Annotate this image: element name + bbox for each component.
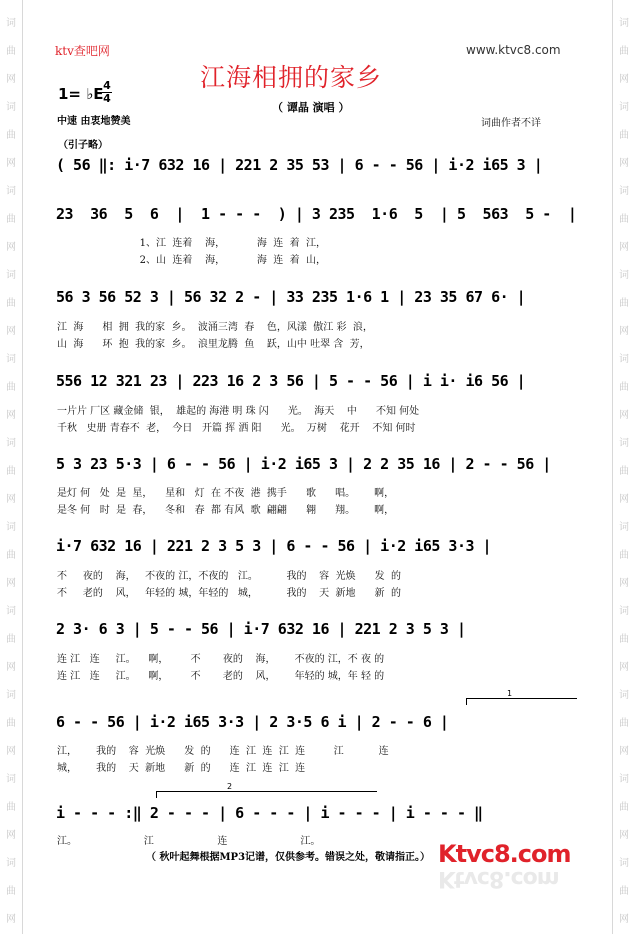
watermark-glyph: 网 bbox=[619, 662, 629, 673]
watermark-glyph: 词 bbox=[619, 186, 629, 197]
watermark-glyph: 网 bbox=[619, 242, 629, 253]
watermark-glyph: 网 bbox=[6, 578, 16, 589]
watermark-glyph: 词 bbox=[619, 102, 629, 113]
volta-label-1: 1 bbox=[507, 689, 513, 698]
transcriber-note: （ 秋叶起舞根据MP3记谱，仅供参考。错误之处，敬请指正。） bbox=[146, 852, 431, 863]
volta-label-2: 2 bbox=[227, 782, 233, 791]
watermark-glyph: 网 bbox=[6, 830, 16, 841]
watermark-glyph: 词 bbox=[6, 858, 16, 869]
watermark-glyph: 网 bbox=[6, 746, 16, 757]
watermark-glyph: 曲 bbox=[619, 886, 629, 897]
watermark-glyph: 网 bbox=[6, 158, 16, 169]
watermark-glyph: 曲 bbox=[619, 298, 629, 309]
watermark-glyph: 曲 bbox=[6, 382, 16, 393]
right-frame-line bbox=[612, 0, 613, 934]
score-line-2-lyric-1: 1、江 连着 海， 海 连 着 江， bbox=[57, 238, 326, 249]
site-name-left[interactable]: ktv查吧网 bbox=[55, 44, 110, 58]
watermark-glyph: 词 bbox=[619, 270, 629, 281]
watermark-glyph: 曲 bbox=[619, 130, 629, 141]
score-line-7-lyric-1: 连 江 连 江。 啊， 不 夜的 海， 不夜的 江，不 夜 的 bbox=[57, 654, 385, 665]
key-signature: 1= ♭E bbox=[58, 85, 104, 103]
watermark-glyph: 词 bbox=[619, 522, 629, 533]
watermark-glyph: 网 bbox=[619, 326, 629, 337]
watermark-glyph: 词 bbox=[619, 438, 629, 449]
score-line-4-lyric-2: 千秋 史册 青春不 老， 今日 开篇 挥 洒 阳 光。 万树 花开 不知 何时 bbox=[57, 423, 416, 434]
watermark-glyph: 曲 bbox=[6, 298, 16, 309]
time-signature bbox=[102, 80, 112, 105]
watermark-glyph: 曲 bbox=[619, 718, 629, 729]
singer-credit: （ 谭晶 演唱 ） bbox=[272, 101, 350, 114]
watermark-glyph: 网 bbox=[6, 494, 16, 505]
site-logo[interactable]: Ktvc8.com bbox=[438, 840, 571, 868]
watermark-glyph: 曲 bbox=[6, 214, 16, 225]
score-line-5-notes: 5 3 23 5·3 | 6 - - 56 | i·2 i65 3 | 2 2 35 16 | 2 - - 56 | bbox=[56, 455, 551, 473]
watermark-glyph: 词 bbox=[6, 690, 16, 701]
watermark-glyph: 网 bbox=[6, 914, 16, 925]
left-frame-line bbox=[22, 0, 23, 934]
watermark-glyph: 曲 bbox=[6, 130, 16, 141]
score-line-9-notes: i - - - :‖ 2 - - - | 6 - - - | i - - - | i - - - ‖ bbox=[56, 804, 483, 822]
score-line-7-lyric-2: 连 江 连 江。 啊， 不 老的 风， 年轻的 城，年 轻 的 bbox=[57, 671, 385, 682]
score-line-1-notes: ( 56 ‖: i·7 632 16 | 221 2 35 53 | 6 - - 56 | i·2 i65 3 | bbox=[56, 156, 543, 174]
watermark-glyph: 网 bbox=[6, 326, 16, 337]
score-line-3-lyric-1: 江 海 相 拥 我的家 乡。 波涌三湾 春 色，风漾 傲江 彩 浪， bbox=[57, 322, 373, 333]
intro-note: （引子略） bbox=[58, 140, 108, 151]
score-line-9-lyric-1: 江。 江 连 江。 bbox=[57, 836, 321, 847]
right-watermark-column bbox=[617, 10, 631, 934]
time-sig-bottom: 4 bbox=[103, 92, 111, 105]
time-sig-top: 4 bbox=[103, 79, 111, 92]
watermark-glyph: 网 bbox=[619, 494, 629, 505]
watermark-glyph: 词 bbox=[6, 270, 16, 281]
watermark-glyph: 网 bbox=[619, 74, 629, 85]
score-line-6-lyric-1: 不 夜的 海， 不夜的 江，不夜的 江。 我的 容 光焕 发 的 bbox=[57, 571, 401, 582]
watermark-glyph: 网 bbox=[619, 410, 629, 421]
volta-bracket-2 bbox=[156, 782, 377, 798]
score-line-7-notes: 2 3· 6 3 | 5 - - 56 | i·7 632 16 | 221 2 3 5 3 | bbox=[56, 620, 466, 638]
score-line-4-lyric-1: 一片片 厂区 藏金储 银， 雄起的 海港 明 珠 闪 光。 海天 中 不知 何处 bbox=[57, 406, 420, 417]
watermark-glyph: 曲 bbox=[6, 550, 16, 561]
watermark-glyph: 词 bbox=[619, 354, 629, 365]
watermark-glyph: 网 bbox=[619, 578, 629, 589]
watermark-glyph: 网 bbox=[619, 914, 629, 925]
watermark-glyph: 词 bbox=[619, 690, 629, 701]
watermark-glyph: 词 bbox=[619, 606, 629, 617]
score-line-6-notes: i·7 632 16 | 221 2 3 5 3 | 6 - - 56 | i·2 i65 3·3 | bbox=[56, 537, 492, 555]
watermark-glyph: 词 bbox=[6, 522, 16, 533]
watermark-glyph: 网 bbox=[619, 746, 629, 757]
watermark-glyph: 曲 bbox=[6, 802, 16, 813]
site-url-right[interactable]: www.ktvc8.com bbox=[466, 43, 561, 57]
watermark-glyph: 网 bbox=[619, 830, 629, 841]
score-line-6-lyric-2: 不 老的 风， 年轻的 城，年轻的 城， 我的 天 新地 新 的 bbox=[57, 588, 401, 599]
watermark-glyph: 曲 bbox=[6, 634, 16, 645]
score-line-8-lyric-2: 城， 我的 天 新地 新 的 连 江 连 江 连 bbox=[57, 763, 306, 774]
score-line-4-notes: 556 12 321 23 | 223 16 2 3 56 | 5 - - 56 | i i· i6 56 | bbox=[56, 372, 526, 390]
watermark-glyph: 词 bbox=[6, 186, 16, 197]
watermark-glyph: 词 bbox=[6, 354, 16, 365]
tempo-marking: 中速 由衷地赞美 bbox=[57, 116, 131, 127]
watermark-glyph: 曲 bbox=[6, 718, 16, 729]
watermark-glyph: 网 bbox=[6, 74, 16, 85]
watermark-glyph: 网 bbox=[6, 410, 16, 421]
score-line-3-notes: 56 3 56 52 3 | 56 32 2 - | 33 235 1·6 1 | 23 35 67 6· | bbox=[56, 288, 526, 306]
watermark-glyph: 曲 bbox=[619, 634, 629, 645]
watermark-glyph: 曲 bbox=[6, 886, 16, 897]
score-line-8-notes: 6 - - 56 | i·2 i65 3·3 | 2 3·5 6 i | 2 - - 6 | bbox=[56, 713, 449, 731]
watermark-glyph: 曲 bbox=[6, 466, 16, 477]
watermark-glyph: 词 bbox=[6, 438, 16, 449]
watermark-glyph: 曲 bbox=[619, 382, 629, 393]
score-line-5-lyric-2: 是冬 何 时 是 春， 冬和 春 都 有风 歌 翩翩 翱 翔。 啊， bbox=[57, 505, 395, 516]
left-watermark-column bbox=[4, 10, 18, 934]
watermark-glyph: 词 bbox=[6, 102, 16, 113]
watermark-glyph: 曲 bbox=[619, 466, 629, 477]
watermark-glyph: 词 bbox=[619, 858, 629, 869]
watermark-glyph: 词 bbox=[619, 774, 629, 785]
watermark-glyph: 词 bbox=[6, 774, 16, 785]
volta-bracket-1 bbox=[466, 689, 577, 705]
watermark-glyph: 网 bbox=[6, 242, 16, 253]
score-line-5-lyric-1: 是灯 何 处 是 星， 星和 灯 在 不夜 港 携手 歌 唱。 啊， bbox=[57, 488, 395, 499]
watermark-glyph: 网 bbox=[619, 158, 629, 169]
watermark-glyph: 曲 bbox=[619, 550, 629, 561]
watermark-glyph: 词 bbox=[6, 606, 16, 617]
watermark-glyph: 曲 bbox=[619, 46, 629, 57]
watermark-glyph: 网 bbox=[6, 662, 16, 673]
watermark-glyph: 词 bbox=[619, 18, 629, 29]
score-line-2-notes: 23 36 5 6 | 1 - - - ) | 3 235 1·6 5 | 5 563 5 - | bbox=[56, 205, 577, 223]
watermark-glyph: 曲 bbox=[619, 802, 629, 813]
score-line-2-lyric-2: 2、山 连着 海， 海 连 着 山， bbox=[57, 255, 326, 266]
author-credit: 词曲作者不详 bbox=[481, 118, 541, 129]
watermark-glyph: 曲 bbox=[6, 46, 16, 57]
watermark-glyph: 曲 bbox=[619, 214, 629, 225]
score-line-8-lyric-1: 江， 我的 容 光焕 发 的 连 江 连 江 连 江 连 bbox=[57, 746, 389, 757]
score-line-3-lyric-2: 山 海 环 抱 我的家 乡。 浪里龙腾 鱼 跃，山中 吐翠 含 芳， bbox=[57, 339, 370, 350]
site-logo-reflection: Ktvc8.com bbox=[438, 866, 559, 891]
watermark-glyph: 词 bbox=[6, 18, 16, 29]
song-title: 江海相拥的家乡 bbox=[200, 63, 383, 92]
